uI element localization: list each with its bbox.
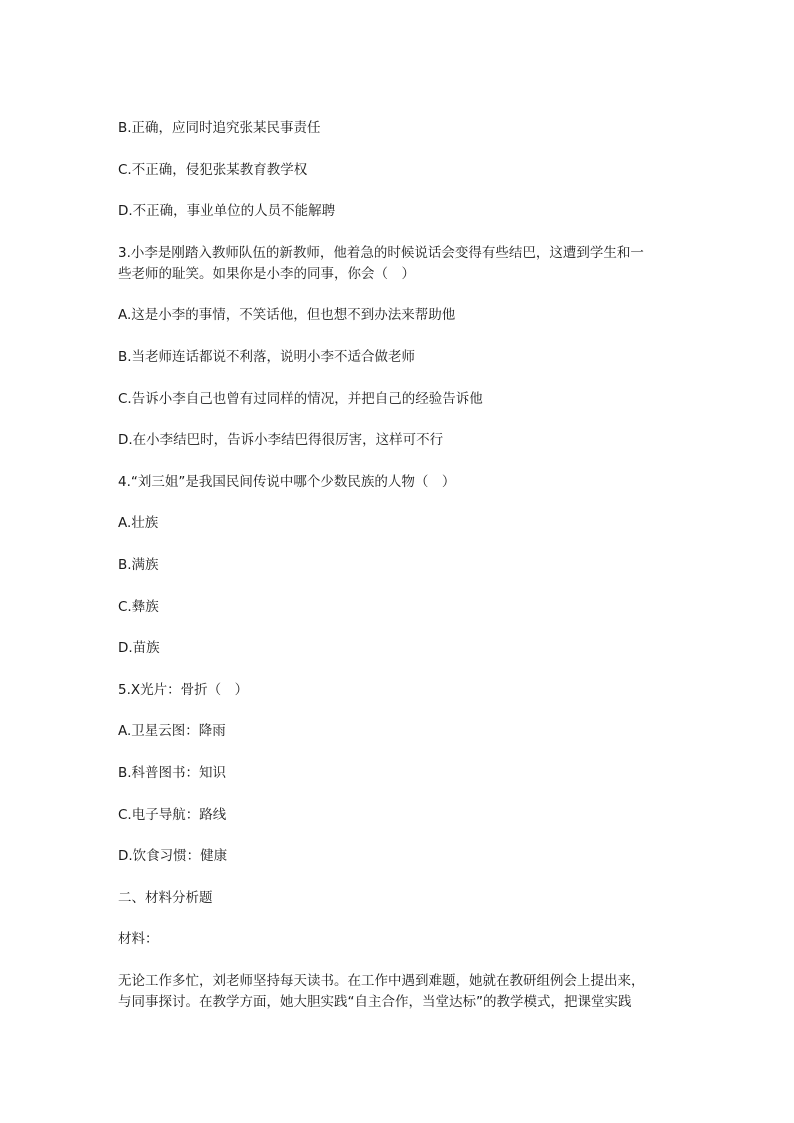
q2-option-d: D.不正确，事业单位的人员不能解聘 (118, 203, 336, 219)
q4-option-b: B.满族 (118, 557, 159, 573)
q5-stem: 5.X光片：骨折（ ） (118, 682, 249, 698)
material-text-line-2: 与同事探讨。在教学方面，她大胆实践“自主合作，当堂达标”的教学模式，把课堂实践 (118, 994, 632, 1010)
q5-option-c: C.电子导航：路线 (118, 807, 227, 823)
section-title: 二、材料分析题 (118, 890, 213, 906)
q3-option-a: A.这是小李的事情，不笑话他，但也想不到办法来帮助他 (118, 307, 456, 323)
material-label: 材料： (118, 931, 159, 947)
material-text-line-1: 无论工作多忙，刘老师坚持每天读书。在工作中遇到难题，她就在教研组例会上提出来， (118, 973, 645, 989)
q2-option-b: B.正确，应同时追究张某民事责任 (118, 120, 321, 136)
q3-stem-line-2: 些老师的耻笑。如果你是小李的同事，你会（ ） (118, 266, 415, 282)
q4-option-a: A.壮族 (118, 515, 159, 531)
q5-option-b: B.科普图书：知识 (118, 765, 227, 781)
q4-option-d: D.苗族 (118, 640, 160, 656)
q4-option-c: C.彝族 (118, 599, 159, 615)
q3-stem-line-1: 3.小李是刚踏入教师队伍的新教师，他着急的时候说话会变得有些结巴，这遭到学生和一 (118, 245, 644, 261)
q2-option-c: C.不正确，侵犯张某教育教学权 (118, 162, 308, 178)
q3-option-d: D.在小李结巴时，告诉小李结巴得很厉害，这样可不行 (118, 432, 444, 448)
q3-option-b: B.当老师连话都说不利落，说明小李不适合做老师 (118, 349, 416, 365)
q5-option-d: D.饮食习惯：健康 (118, 848, 228, 864)
q3-option-c: C.告诉小李自己也曾有过同样的情况，并把自己的经验告诉他 (118, 391, 483, 407)
q4-stem: 4.“刘三姐”是我国民间传说中哪个少数民族的人物（ ） (118, 474, 456, 490)
q5-option-a: A.卫星云图：降雨 (118, 723, 226, 739)
